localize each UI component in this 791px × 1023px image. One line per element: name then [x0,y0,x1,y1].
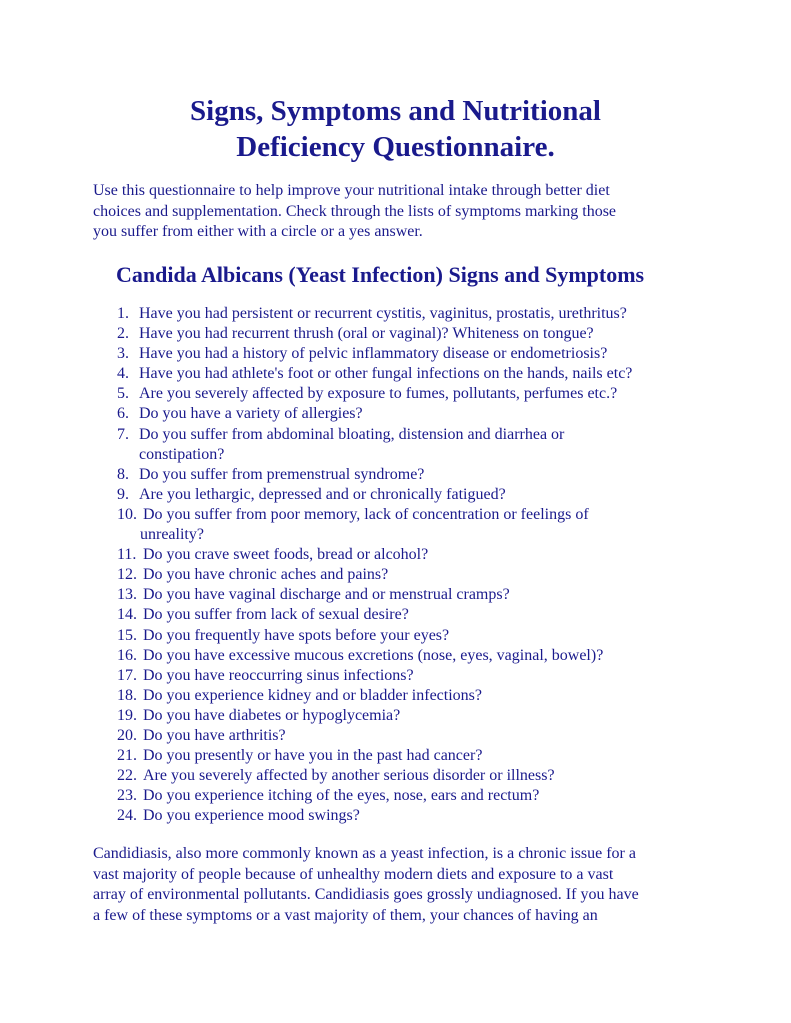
question-number: 2. [117,325,129,343]
page-title-line-1: Signs, Symptoms and Nutritional [190,95,601,127]
question-text-line: Do you have a variety of allergies? [139,405,363,423]
question-text [143,686,482,706]
question-text-line: Have you had athlete's foot or other fungal infections on the hands, nails etc? [139,365,633,383]
question-text [139,364,632,384]
question-text-line: Do you have excessive mucous excretions (nose, eyes, vaginal, bowel)? [143,646,604,664]
question-text-line: unreality? [140,526,204,544]
question-number: 16. [117,646,137,664]
question-number: 20. [117,726,137,744]
page-title-line-2: Deficiency Questionnaire. [236,131,555,163]
question-number: 4. [117,365,129,383]
question-item [0,304,791,324]
question-text-line: Are you lethargic, depressed and or chronically fatigued? [139,485,506,503]
question-text [143,806,360,826]
question-text-line: Do you frequently have spots before your eyes? [143,626,450,644]
question-text [143,626,449,646]
question-number: 13. [117,586,137,604]
question-text-line: Do you suffer from abdominal bloating, distension and diarrhea or [139,425,565,443]
intro-line: you suffer from either with a circle or a yes answer. [93,223,423,240]
question-item [0,364,791,384]
question-text-line: Do you crave sweet foods, bread or alcohol? [143,546,429,564]
question-text [139,324,594,344]
intro-line: choices and supplementation. Check through the lists of symptoms marking those [93,202,617,220]
question-item [0,666,791,686]
closing-line: array of environmental pollutants. Candidiasis goes grossly undiagnosed. If you have [93,886,639,903]
question-text [139,344,607,364]
question-text [143,585,510,605]
question-item [0,565,791,585]
question-item [0,706,791,726]
question-text-line: Do you have reoccurring sinus infections? [143,666,414,684]
question-text-line: Do you presently or have you in the past had cancer? [143,747,483,765]
question-text-line: Are you severely affected by another serious disorder or illness? [143,767,555,785]
question-text-line: Do you experience mood swings? [143,807,360,825]
question-item [0,686,791,706]
question-item [0,766,791,786]
closing-paragraph [93,844,713,926]
question-item [0,786,791,806]
question-number: 17. [117,666,137,684]
question-text-line: Do you experience kidney and or bladder infections? [143,686,482,704]
question-text [143,605,409,625]
question-item [0,626,791,646]
question-text-line: Have you had recurrent thrush (oral or vaginal)? Whiteness on tongue? [139,325,594,343]
question-number: 7. [117,425,129,443]
question-number: 15. [117,626,137,644]
question-number: 22. [117,767,137,785]
question-text [139,384,617,404]
closing-line: vast majority of people because of unhealthy modern diets and exposure to a vast [93,865,614,883]
section-heading: Candida Albicans (Yeast Infection) Signs and Symptoms [116,262,645,287]
question-text-line: Have you had a history of pelvic inflammatory disease or endometriosis? [139,345,608,363]
question-text [143,666,414,686]
question-text-line: constipation? [139,445,225,463]
question-number: 18. [117,686,137,704]
question-number: 23. [117,787,137,805]
question-text [143,706,400,726]
question-item [0,485,791,505]
question-text [139,485,506,505]
question-item [0,605,791,625]
question-item [0,384,791,404]
question-text-line: Do you have arthritis? [143,726,286,744]
question-number: 9. [117,485,129,503]
intro-paragraph [93,181,713,243]
question-item [0,465,791,485]
question-item [0,505,791,545]
question-text-line: Do you suffer from lack of sexual desire? [143,606,409,624]
question-item [0,746,791,766]
question-item [0,726,791,746]
question-number: 8. [117,465,129,483]
question-text [143,565,388,585]
closing-line: a few of these symptoms or a vast majority of them, your chances of having an [93,906,598,924]
question-text-line: Do you suffer from premenstrual syndrome? [139,465,425,483]
question-text [143,726,286,746]
question-text-line: Do you suffer from poor memory, lack of concentration or feelings of [143,505,589,523]
question-text [143,766,555,786]
question-number: 12. [117,566,137,584]
question-text [139,404,363,424]
question-text-line: Have you had persistent or recurrent cystitis, vaginitus, prostatis, urethritus? [139,305,627,322]
question-text [139,425,564,465]
question-item [0,806,791,826]
closing-line: Candidiasis, also more commonly known as a yeast infection, is a chronic issue for a [93,845,636,862]
question-text-line: Do you have chronic aches and pains? [143,566,389,584]
question-number: 14. [117,606,137,624]
question-text [139,304,627,324]
question-text-line: Are you severely affected by exposure to fumes, pollutants, perfumes etc.? [139,385,618,403]
question-text-line: Do you have vaginal discharge and or menstrual cramps? [143,586,510,604]
question-number: 1. [117,305,129,322]
question-number: 19. [117,706,137,724]
question-number: 24. [117,807,137,825]
question-item [0,425,791,465]
question-list [0,304,791,826]
intro-line: Use this questionnaire to help improve your nutritional intake through better diet [93,182,610,199]
question-number: 11. [117,546,137,564]
question-text [143,545,428,565]
question-item [0,404,791,424]
question-text [143,746,482,766]
page-title [0,93,791,165]
question-item [0,585,791,605]
question-item [0,646,791,666]
question-item [0,344,791,364]
question-text [140,505,589,545]
question-item [0,324,791,344]
question-number: 21. [117,747,137,765]
question-number: 3. [117,345,129,363]
question-text [143,646,603,666]
question-item [0,545,791,565]
question-number: 6. [117,405,129,423]
question-text [143,786,539,806]
question-text-line: Do you have diabetes or hypoglycemia? [143,706,401,724]
question-number: 5. [117,385,129,403]
question-number: 10. [117,505,137,523]
question-text [139,465,424,485]
question-text-line: Do you experience itching of the eyes, nose, ears and rectum? [143,787,540,805]
